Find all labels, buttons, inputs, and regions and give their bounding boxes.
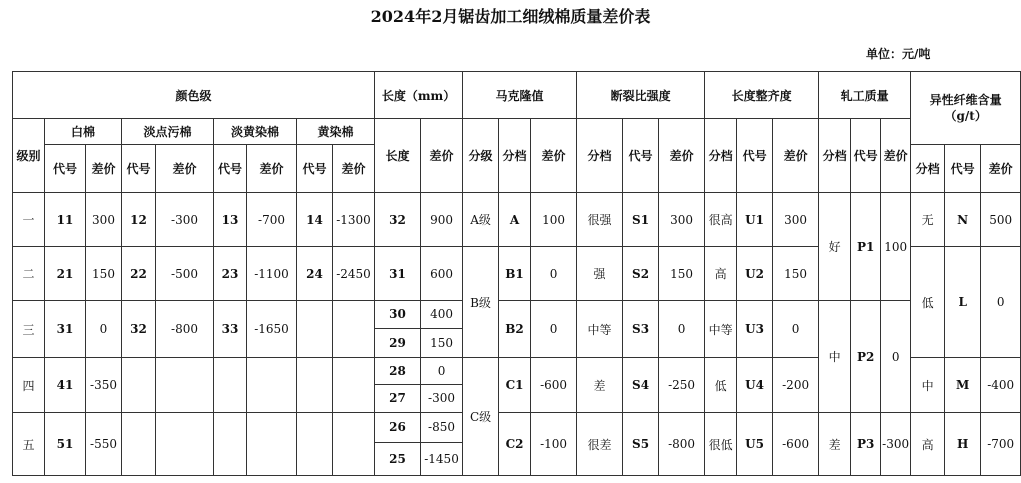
light-spotted-header: 淡点污棉 bbox=[122, 119, 214, 145]
length-diff bbox=[421, 301, 463, 358]
white-diff: 150 bbox=[86, 247, 122, 301]
gin-level: 中 bbox=[819, 301, 851, 413]
yellow-code bbox=[297, 301, 333, 358]
length-value bbox=[375, 358, 421, 413]
ly-diff bbox=[247, 358, 297, 413]
str-diff: -800 bbox=[659, 413, 705, 476]
uni-diff: 0 bbox=[773, 301, 819, 358]
length-diff-header: 差价 bbox=[421, 119, 463, 193]
ginning-header: 轧工质量 bbox=[819, 72, 911, 119]
foreign-fiber-title: 异性纤维含量 bbox=[929, 93, 1002, 107]
uni-code: U3 bbox=[737, 301, 773, 358]
grade-cell: 五 bbox=[13, 413, 45, 476]
length-value-27: 27 bbox=[389, 391, 406, 405]
ff-level: 中 bbox=[911, 358, 945, 413]
page-title: 2024年2月锯齿加工细绒棉质量差价表 bbox=[370, 7, 651, 26]
grade-cell: 一 bbox=[13, 193, 45, 247]
str-level: 强 bbox=[577, 247, 623, 301]
white-cotton-header: 白棉 bbox=[45, 119, 122, 145]
str-diff: 300 bbox=[659, 193, 705, 247]
str-level: 中等 bbox=[577, 301, 623, 358]
mic-class-a: A级 bbox=[463, 193, 499, 247]
mic-level-header: 分档 bbox=[499, 119, 531, 193]
mic-diff: -100 bbox=[531, 413, 577, 476]
str-diff: 150 bbox=[659, 247, 705, 301]
white-code: 51 bbox=[45, 413, 86, 476]
spotted-diff: -500 bbox=[156, 247, 214, 301]
ly-code: 33 bbox=[214, 301, 247, 358]
mic-level: C1 bbox=[499, 358, 531, 413]
str-diff: -250 bbox=[659, 358, 705, 413]
white-diff: 0 bbox=[86, 301, 122, 358]
length-value-28: 28 bbox=[375, 358, 420, 385]
str-code: S2 bbox=[623, 247, 659, 301]
str-code-header: 代号 bbox=[623, 119, 659, 193]
grade-cell: 二 bbox=[13, 247, 45, 301]
mic-diff: 100 bbox=[531, 193, 577, 247]
white-code: 21 bbox=[45, 247, 86, 301]
length-diff: 600 bbox=[421, 247, 463, 301]
mic-diff: 0 bbox=[531, 247, 577, 301]
uni-level: 很低 bbox=[705, 413, 737, 476]
uni-code: U1 bbox=[737, 193, 773, 247]
str-level: 很差 bbox=[577, 413, 623, 476]
yellow-stained-header: 黄染棉 bbox=[297, 119, 375, 145]
yellow-diff: -1300 bbox=[333, 193, 375, 247]
spotted-code-header: 代号 bbox=[122, 145, 156, 193]
uni-diff: -600 bbox=[773, 413, 819, 476]
ff-level: 无 bbox=[911, 193, 945, 247]
price-difference-table bbox=[12, 71, 1021, 476]
length-diff-27: -300 bbox=[428, 391, 456, 405]
str-code: S3 bbox=[623, 301, 659, 358]
mic-class-b: B级 bbox=[463, 247, 499, 358]
strength-header: 断裂比强度 bbox=[577, 72, 705, 119]
length-diff: 900 bbox=[421, 193, 463, 247]
grade-header: 级别 bbox=[13, 119, 45, 193]
white-diff: 300 bbox=[86, 193, 122, 247]
white-diff-header: 差价 bbox=[86, 145, 122, 193]
unit-label: 单位：元/吨 bbox=[866, 47, 931, 61]
yellow-code bbox=[297, 413, 333, 476]
micronaire-header: 马克隆值 bbox=[463, 72, 577, 119]
mic-level: B1 bbox=[499, 247, 531, 301]
mic-diff-header: 差价 bbox=[531, 119, 577, 193]
ly-diff: -700 bbox=[247, 193, 297, 247]
mic-level: C2 bbox=[499, 413, 531, 476]
yellow-diff-header: 差价 bbox=[333, 145, 375, 193]
length-value-30: 30 bbox=[375, 301, 420, 329]
length-diff-28: 0 bbox=[421, 358, 462, 385]
ff-diff: 0 bbox=[981, 247, 1021, 358]
str-code: S1 bbox=[623, 193, 659, 247]
length-value-25: 25 bbox=[389, 452, 406, 466]
uni-level: 很高 bbox=[705, 193, 737, 247]
yellow-code: 24 bbox=[297, 247, 333, 301]
length-col-header: 长度 bbox=[375, 119, 421, 193]
yellow-diff bbox=[333, 413, 375, 476]
yellow-diff: -2450 bbox=[333, 247, 375, 301]
uni-code: U4 bbox=[737, 358, 773, 413]
ff-code: N bbox=[945, 193, 981, 247]
ff-code: M bbox=[945, 358, 981, 413]
uniformity-header: 长度整齐度 bbox=[705, 72, 819, 119]
ly-code: 13 bbox=[214, 193, 247, 247]
spotted-code bbox=[122, 358, 156, 413]
length-diff-29: 150 bbox=[430, 336, 453, 350]
ly-diff-header: 差价 bbox=[247, 145, 297, 193]
ly-diff: -1100 bbox=[247, 247, 297, 301]
gin-level-header: 分档 bbox=[819, 119, 851, 193]
ly-code-header: 代号 bbox=[214, 145, 247, 193]
mic-level: B2 bbox=[499, 301, 531, 358]
str-level-header: 分档 bbox=[577, 119, 623, 193]
str-diff: 0 bbox=[659, 301, 705, 358]
gin-diff: 100 bbox=[881, 193, 911, 301]
light-yellow-header: 淡黄染棉 bbox=[214, 119, 297, 145]
ff-level: 低 bbox=[911, 247, 945, 358]
spotted-code: 32 bbox=[122, 301, 156, 358]
length-mm-header: 长度（mm） bbox=[375, 72, 463, 119]
white-code: 31 bbox=[45, 301, 86, 358]
spotted-diff-header: 差价 bbox=[156, 145, 214, 193]
ff-diff-header: 差价 bbox=[981, 145, 1021, 193]
mic-diff: 0 bbox=[531, 301, 577, 358]
white-diff: -350 bbox=[86, 358, 122, 413]
ff-level: 高 bbox=[911, 413, 945, 476]
length-value-29: 29 bbox=[389, 336, 406, 350]
length-value: 32 bbox=[375, 193, 421, 247]
uni-level: 中等 bbox=[705, 301, 737, 358]
uni-level: 低 bbox=[705, 358, 737, 413]
ly-code: 23 bbox=[214, 247, 247, 301]
length-value-26: 26 bbox=[375, 413, 420, 443]
mic-diff: -600 bbox=[531, 358, 577, 413]
ff-diff: -700 bbox=[981, 413, 1021, 476]
yellow-code: 14 bbox=[297, 193, 333, 247]
ff-diff: 500 bbox=[981, 193, 1021, 247]
white-code-header: 代号 bbox=[45, 145, 86, 193]
grade-cell: 三 bbox=[13, 301, 45, 358]
length-diff-26: -850 bbox=[421, 413, 462, 443]
gin-level: 好 bbox=[819, 193, 851, 301]
gin-diff-header: 差价 bbox=[881, 119, 911, 193]
uni-diff: 150 bbox=[773, 247, 819, 301]
uni-code-header: 代号 bbox=[737, 119, 773, 193]
gin-code: P2 bbox=[851, 301, 881, 413]
spotted-diff bbox=[156, 413, 214, 476]
ff-code-header: 代号 bbox=[945, 145, 981, 193]
uni-code: U2 bbox=[737, 247, 773, 301]
uni-level: 高 bbox=[705, 247, 737, 301]
spotted-code: 12 bbox=[122, 193, 156, 247]
uni-diff: -200 bbox=[773, 358, 819, 413]
ff-code: H bbox=[945, 413, 981, 476]
gin-code: P1 bbox=[851, 193, 881, 301]
length-diff-30: 400 bbox=[421, 301, 462, 329]
uni-diff: 300 bbox=[773, 193, 819, 247]
str-level: 很强 bbox=[577, 193, 623, 247]
str-diff-header: 差价 bbox=[659, 119, 705, 193]
color-grade-header: 颜色级 bbox=[13, 72, 375, 119]
ly-code bbox=[214, 358, 247, 413]
spotted-diff: -300 bbox=[156, 193, 214, 247]
uni-code: U5 bbox=[737, 413, 773, 476]
ff-level-header: 分档 bbox=[911, 145, 945, 193]
str-code: S5 bbox=[623, 413, 659, 476]
spotted-diff: -800 bbox=[156, 301, 214, 358]
spotted-code bbox=[122, 413, 156, 476]
spotted-code: 22 bbox=[122, 247, 156, 301]
length-value bbox=[375, 301, 421, 358]
length-diff bbox=[421, 413, 463, 476]
str-level: 差 bbox=[577, 358, 623, 413]
uni-level-header: 分档 bbox=[705, 119, 737, 193]
length-diff bbox=[421, 358, 463, 413]
ly-diff: -1650 bbox=[247, 301, 297, 358]
ff-diff: -400 bbox=[981, 358, 1021, 413]
gin-diff: -300 bbox=[881, 413, 911, 476]
grade-cell: 四 bbox=[13, 358, 45, 413]
foreign-fiber-unit: （g/t） bbox=[944, 109, 987, 123]
uni-diff-header: 差价 bbox=[773, 119, 819, 193]
str-code: S4 bbox=[623, 358, 659, 413]
ly-code bbox=[214, 413, 247, 476]
length-diff-25: -1450 bbox=[424, 452, 459, 466]
gin-code: P3 bbox=[851, 413, 881, 476]
mic-class-header: 分级 bbox=[463, 119, 499, 193]
length-value bbox=[375, 413, 421, 476]
gin-code-header: 代号 bbox=[851, 119, 881, 193]
length-value: 31 bbox=[375, 247, 421, 301]
white-code: 11 bbox=[45, 193, 86, 247]
ly-diff bbox=[247, 413, 297, 476]
yellow-code-header: 代号 bbox=[297, 145, 333, 193]
yellow-diff bbox=[333, 358, 375, 413]
gin-level: 差 bbox=[819, 413, 851, 476]
mic-level: A bbox=[499, 193, 531, 247]
yellow-code bbox=[297, 358, 333, 413]
yellow-diff bbox=[333, 301, 375, 358]
ff-code: L bbox=[945, 247, 981, 358]
white-diff: -550 bbox=[86, 413, 122, 476]
white-code: 41 bbox=[45, 358, 86, 413]
spotted-diff bbox=[156, 358, 214, 413]
mic-class-c: C级 bbox=[463, 358, 499, 476]
foreign-fiber-header bbox=[911, 72, 1021, 145]
gin-diff: 0 bbox=[881, 301, 911, 413]
